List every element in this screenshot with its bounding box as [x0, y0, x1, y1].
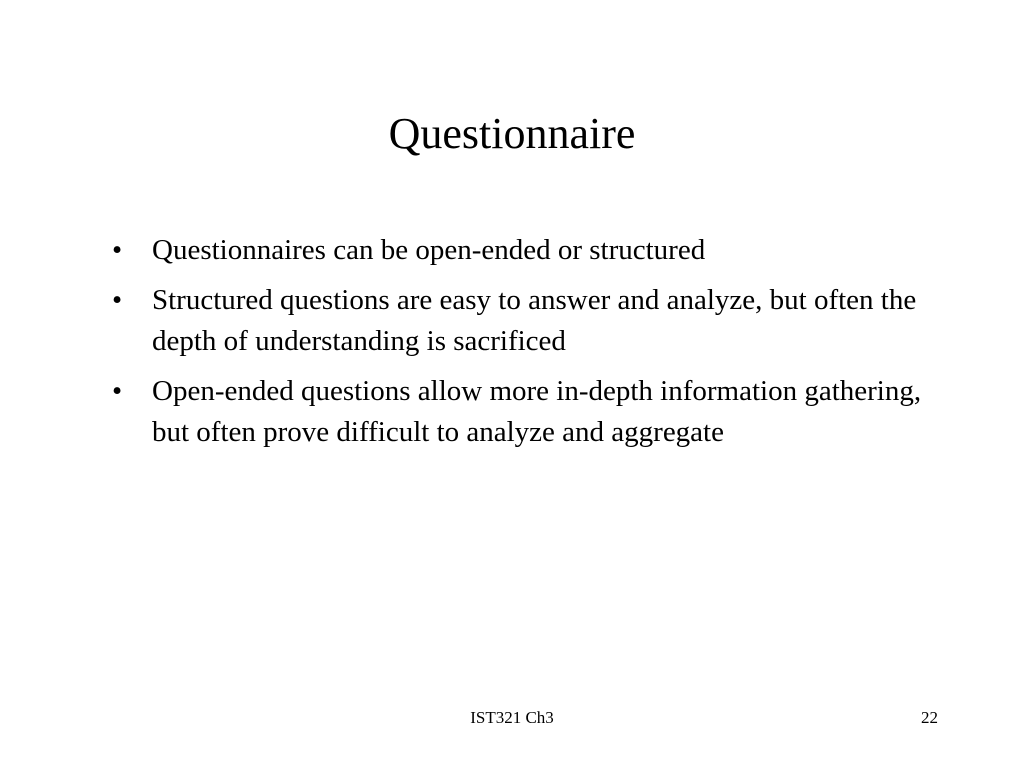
bullet-item: [112, 230, 942, 271]
bullet-text: Structured questions are easy to answer and analyze, but often the depth of understanding is sacrificed: [152, 284, 917, 357]
bullet-item: [112, 280, 942, 362]
bullet-icon: •: [112, 234, 123, 266]
page-number: 22: [921, 708, 938, 727]
bullet-icon: •: [112, 284, 123, 316]
footer-course-label: IST321 Ch3: [470, 708, 554, 727]
bullet-text: Questionnaires can be open-ended or structured: [152, 234, 706, 266]
bullet-icon: •: [112, 375, 123, 407]
slide-title: Questionnaire: [388, 109, 636, 158]
bullet-text: Open-ended questions allow more in-depth information gathering, but often prove difficult to analyze and aggregate: [152, 375, 922, 448]
bullet-item: [112, 371, 942, 453]
bullet-list: [112, 230, 942, 462]
